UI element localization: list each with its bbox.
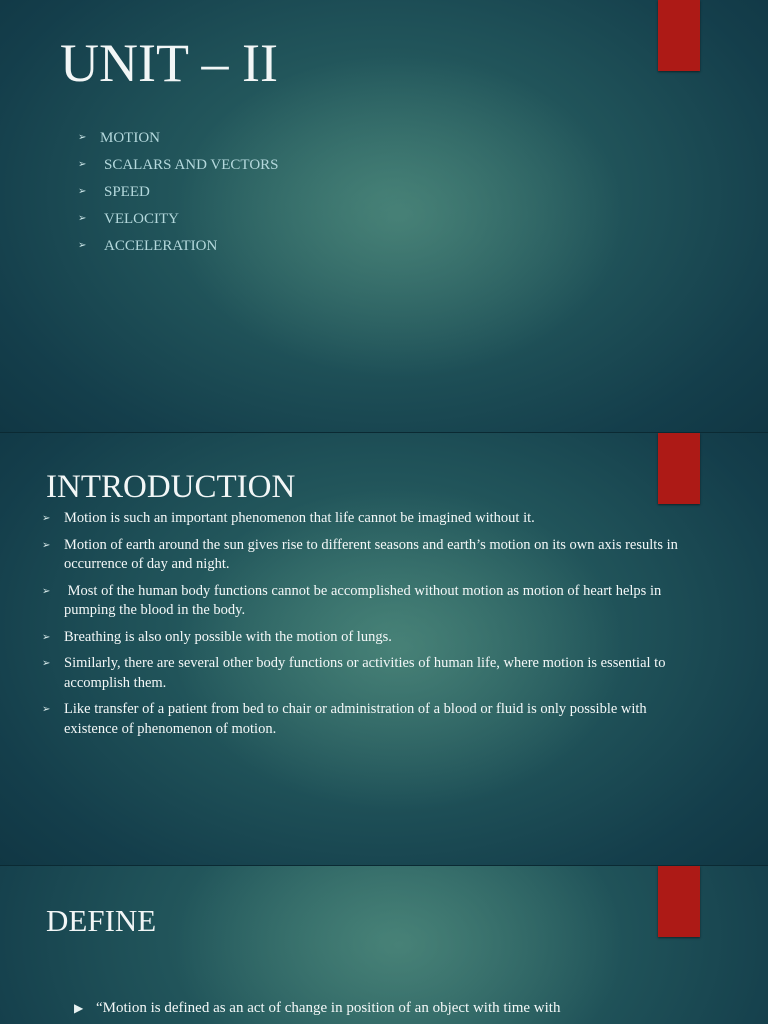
triangle-bullet-icon: ▶ [74, 1001, 84, 1015]
list-item: ➢ Most of the human body functions cannot be accomplished without motion as motion of heart helps in pumping the blood in the body. [42, 582, 665, 618]
slide-unit-ii: UNIT – II ➢ MOTION ➢ SCALARS AND VECTORS ➢ SPEED ➢ VELOCITY ➢ ACCELERATION [0, 0, 768, 432]
bullet-list [40, 509, 700, 746]
arrowhead-bullet-icon: ➢ [78, 213, 87, 224]
arrowhead-bullet-icon: ➢ [42, 585, 51, 597]
arrowhead-bullet-icon: ➢ [78, 186, 87, 197]
slide-define [0, 866, 768, 1024]
bullet-list [74, 998, 634, 1018]
list-item: ➢ Motion is such an important phenomenon that life cannot be imagined without it. [40, 509, 700, 529]
arrowhead-bullet-icon: ➢ [42, 539, 51, 551]
accent-bar [658, 0, 700, 71]
accent-bar [658, 866, 700, 937]
arrowhead-bullet-icon: ➢ [78, 159, 87, 170]
arrowhead-bullet-icon: ➢ [78, 240, 87, 251]
arrowhead-bullet-icon: ➢ [78, 132, 87, 143]
slide-title: INTRODUCTION [46, 469, 296, 505]
arrowhead-bullet-icon: ➢ [42, 513, 51, 524]
slide-title: UNIT – II [60, 33, 278, 93]
list-item: ➢ Breathing is also only possible with the motion of lungs. [40, 628, 700, 648]
accent-bar [658, 433, 700, 504]
slide-title: DEFINE [46, 903, 157, 938]
arrowhead-bullet-icon: ➢ [42, 704, 51, 715]
arrowhead-bullet-icon: ➢ [42, 658, 51, 669]
arrowhead-bullet-icon: ➢ [42, 631, 51, 643]
list-item: ➢ Similarly, there are several other body functions or activities of human life, where motion is essential to accomplish them. [42, 655, 666, 691]
list-item: ▶ “Motion is defined as an act of change in position of an object with time with [74, 1000, 561, 1016]
list-item: ➢ Motion of earth around the sun gives rise to different seasons and earth’s motion on its own axis results in occurrence of day and night. [42, 536, 678, 572]
list-item: ➢ Like transfer of a patient from bed to chair or administration of a blood or fluid is only possible with existence of phenomenon of motion. [42, 701, 647, 737]
slide-introduction [0, 433, 768, 865]
